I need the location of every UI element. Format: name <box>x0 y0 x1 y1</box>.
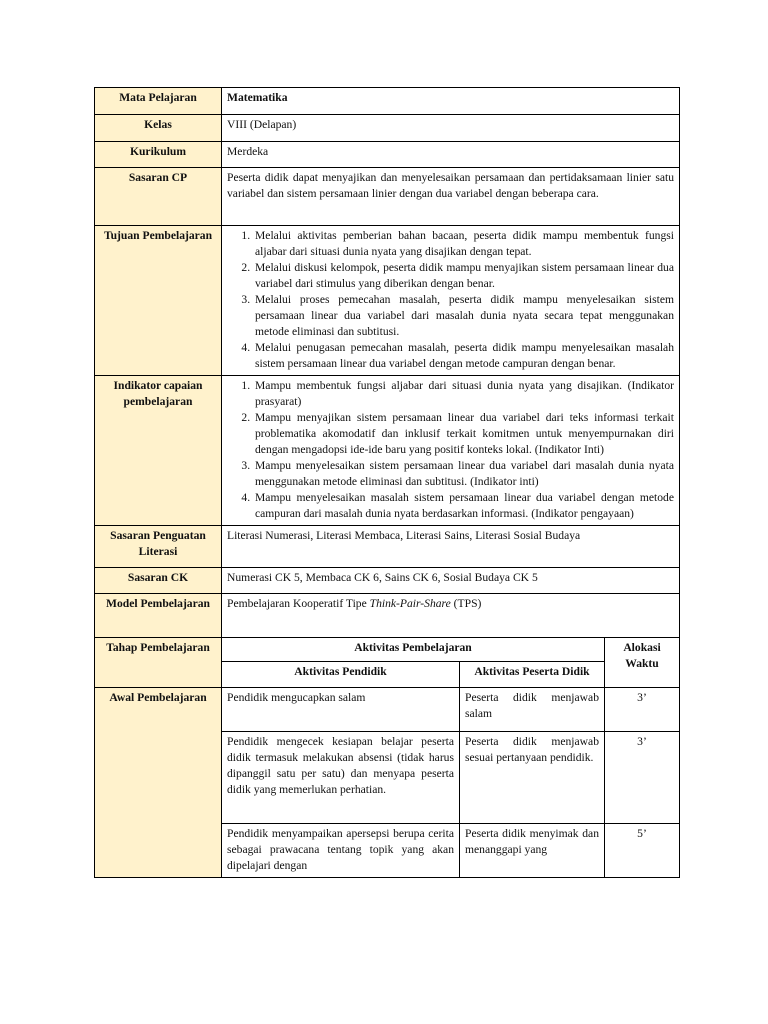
label-model: Model Pembelajaran <box>95 594 222 638</box>
indikator-item: 1. Mampu membentuk fungsi aljabar dari situasi dunia nyata yang disajikan. (Indikator prasyarat) <box>253 378 674 410</box>
tujuan-item: 1. Melalui aktivitas pemberian bahan bacaan, peserta didik mampu membentuk fungsi aljabar dari situasi dunia nyata yang disajikan dengan tepat. <box>253 228 674 260</box>
label-kelas: Kelas <box>95 115 222 142</box>
label-sasaran-cp: Sasaran CP <box>95 168 222 226</box>
row-literasi <box>95 526 680 568</box>
header-pendidik: Aktivitas Pendidik <box>222 662 460 688</box>
model-italic: Think-Pair-Share <box>369 597 451 610</box>
value-model <box>222 594 680 638</box>
tujuan-item: 3. Melalui proses pemecahan masalah, peserta didik mampu menyelesaikan sistem persamaan linear dua variabel dari masalah dunia nyata secara tepat menggunakan metode eliminasi dan subtitusi. <box>253 292 674 340</box>
awal-pendidik: Pendidik mengecek kesiapan belajar peserta didik termasuk melakukan absensi (tidak harus dipanggil satu per satu) dan menyapa peserta didik yang memerlukan perhatian. <box>222 732 460 824</box>
model-suffix: (TPS) <box>450 597 482 610</box>
row-awal-1 <box>95 688 680 732</box>
awal-pendidik: Pendidik mengucapkan salam <box>222 688 460 732</box>
label-mata-pelajaran: Mata Pelajaran <box>95 88 222 115</box>
value-kelas: VIII (Delapan) <box>222 115 680 142</box>
header-aktivitas: Aktivitas Pembelajaran <box>222 638 605 662</box>
header-peserta: Aktivitas Peserta Didik <box>460 662 605 688</box>
header-alokasi: Alokasi Waktu <box>605 638 680 688</box>
label-literasi: Sasaran Penguatan Literasi <box>95 526 222 568</box>
row-mata-pelajaran <box>95 88 680 115</box>
value-mata-pelajaran: Matematika <box>222 88 680 115</box>
header-tahap: Tahap Pembelajaran <box>95 638 222 688</box>
row-sasaran-cp <box>95 168 680 226</box>
row-indikator <box>95 376 680 526</box>
row-model <box>95 594 680 638</box>
label-awal-pembelajaran: Awal Pembelajaran <box>95 688 222 878</box>
awal-pendidik: Pendidik menyampaikan apersepsi berupa cerita sebagai prawacana tentang topik yang akan dipelajari dengan <box>222 824 460 878</box>
indikator-item: 4. Mampu menyelesaikan masalah sistem persamaan linear dua variabel dengan metode campuran dari masalah dunia nyata berdasarkan informasi. (Indikator pengayaan) <box>253 490 674 522</box>
awal-waktu: 5’ <box>605 824 680 878</box>
label-tujuan-pembelajaran: Tujuan Pembelajaran <box>95 226 222 376</box>
lesson-plan-table <box>94 87 680 878</box>
tujuan-item: 2. Melalui diskusi kelompok, peserta didik mampu menyajikan sistem persamaan linear dua variabel dari stimulus yang diberikan dengan benar. <box>253 260 674 292</box>
awal-waktu: 3’ <box>605 688 680 732</box>
awal-waktu: 3’ <box>605 732 680 824</box>
label-indikator: Indikator capaian pembelajaran <box>95 376 222 526</box>
awal-peserta: Peserta didik menjawab salam <box>460 688 605 732</box>
row-kurikulum <box>95 142 680 168</box>
value-kurikulum: Merdeka <box>222 142 680 168</box>
row-kelas <box>95 115 680 142</box>
awal-peserta: Peserta didik menyimak dan menanggapi yang <box>460 824 605 878</box>
tujuan-item: 4. Melalui penugasan pemecahan masalah, peserta didik mampu menyelesaikan masalah sistem persamaan linear dua variabel dengan metode campuran dengan benar. <box>253 340 674 372</box>
indikator-list-cell <box>222 376 680 526</box>
indikator-item: 3. Mampu menyelesaikan sistem persamaan linear dua variabel dari masalah dunia nyata menggunakan metode eliminasi dan subtitusi. (Indikator inti) <box>253 458 674 490</box>
model-prefix: Pembelajaran Kooperatif Tipe <box>227 597 370 610</box>
row-tujuan-pembelajaran <box>95 226 680 376</box>
value-sasaran-ck: Numerasi CK 5, Membaca CK 6, Sains CK 6, Sosial Budaya CK 5 <box>222 568 680 594</box>
tujuan-list-cell <box>222 226 680 376</box>
label-sasaran-ck: Sasaran CK <box>95 568 222 594</box>
indikator-item: 2. Mampu menyajikan sistem persamaan linear dua variabel dari teks informasi terkait problematika akomodatif dan inklusif terkait komitmen untuk menyempurnakan diri dengan mengadopsi ide-ide baru yang positif konteks lokal. (Indikator Inti) <box>253 410 674 458</box>
value-literasi: Literasi Numerasi, Literasi Membaca, Literasi Sains, Literasi Sosial Budaya <box>222 526 680 568</box>
value-sasaran-cp: Peserta didik dapat menyajikan dan menyelesaikan persamaan dan pertidaksamaan linier satu variabel dan sistem persamaan linier dengan dua variabel dengan beberapa cara. <box>222 168 680 226</box>
row-activity-header-top <box>95 638 680 662</box>
row-sasaran-ck <box>95 568 680 594</box>
tujuan-list <box>227 228 674 372</box>
label-kurikulum: Kurikulum <box>95 142 222 168</box>
awal-peserta: Peserta didik menjawab sesuai pertanyaan pendidik. <box>460 732 605 824</box>
indikator-list <box>227 378 674 522</box>
